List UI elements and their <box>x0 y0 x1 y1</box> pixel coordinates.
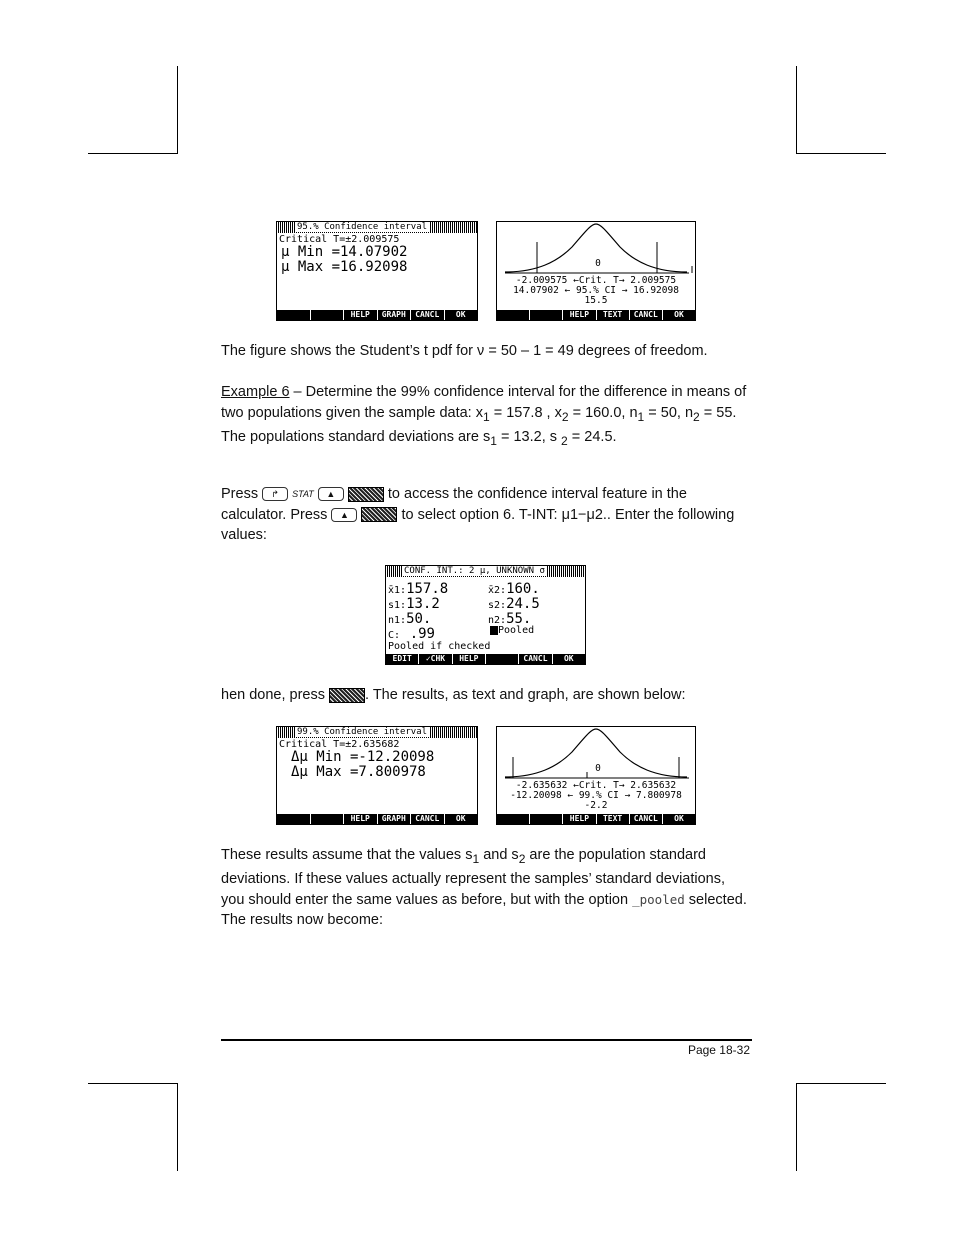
critical-t-line: Critical T=±2.009575 <box>279 234 400 245</box>
body-text: Press ↱ STAT ▲ to access the confidence interval feature in the calculator. Press ▲ to select option 6. T-INT: μ1−μ2.. Enter the following values: <box>221 486 735 544</box>
softkey-graph: GRAPH <box>378 310 412 320</box>
paragraph-figure-desc <box>221 341 751 362</box>
softkey <box>497 814 530 824</box>
softkey-menu <box>497 310 695 320</box>
n2-field: n2:55. <box>488 611 532 627</box>
mean-label: 15.5 <box>584 295 608 306</box>
softkey-ok: OK <box>455 814 466 823</box>
crop-mark <box>88 153 178 154</box>
calc-screen-ci99-graph <box>496 726 696 825</box>
crop-mark <box>796 1083 797 1171</box>
softkey-text: TEXT <box>597 814 630 824</box>
t-distribution-graph <box>497 222 695 282</box>
softkey-menu <box>386 654 585 664</box>
s1-field: s1:13.2 <box>388 596 440 612</box>
softkey <box>311 814 345 824</box>
softkey-check: ✓CHK <box>419 654 452 664</box>
softkey <box>497 310 530 320</box>
ok-softkey-icon <box>348 487 384 502</box>
ok-softkey-icon <box>329 688 365 703</box>
softkey <box>277 310 311 320</box>
delta-mu-min-line: Δμ Min =-12.20098 <box>291 749 435 765</box>
example-label: Example 6 <box>221 384 290 400</box>
up-arrow-key-icon: ▲ <box>318 487 344 501</box>
ci-label: -12.20098 ← 99.% CI → 7.800978 <box>510 790 682 801</box>
softkey-menu <box>497 814 695 824</box>
x2-field: x̄2:160. <box>488 581 540 597</box>
crit-t-label: -2.009575 ←Crit. T→ 2.009575 <box>515 275 677 286</box>
pooled-option-code: _pooled <box>632 891 685 907</box>
softkey-text: TEXT <box>597 310 630 320</box>
crop-mark <box>177 66 178 154</box>
c-field: C: .99 <box>388 626 435 642</box>
crit-t-label: -2.635632 ←Crit. T→ 2.635632 <box>515 780 677 791</box>
softkey <box>530 310 563 320</box>
page-number: Page 18-32 <box>687 1043 750 1057</box>
stat-key-label: STAT <box>292 489 314 499</box>
softkey-help: HELP <box>344 814 378 824</box>
softkey-help: HELP <box>563 814 596 824</box>
ci-label: 14.07902 ← 95.% CI → 16.92098 <box>513 285 679 296</box>
softkey-ok: OK <box>455 310 466 319</box>
softkey-cancel: CANCL <box>630 814 663 824</box>
crop-mark <box>796 153 886 154</box>
s2-field: s2:24.5 <box>488 596 540 612</box>
calc-screen-ci99-text <box>276 726 478 825</box>
paragraph-press-keys <box>221 484 751 546</box>
softkey-help: HELP <box>563 310 596 320</box>
screen-title: 95.% Confidence interval <box>277 222 477 233</box>
softkey-menu <box>277 310 477 320</box>
softkey <box>277 814 311 824</box>
softkey-ok: OK <box>563 654 574 663</box>
screen-title: 99.% Confidence interval <box>277 727 477 738</box>
body-text: hen done, press . The results, as text and graph, are shown below: <box>221 687 686 703</box>
crop-mark <box>796 1083 886 1084</box>
body-text: These results assume that the values $s_1$ and $s_2$ are the population standard deviations. If these values actually represent the samples’ standard deviations, you should enter the same values as before, but with the option _pooled selected. The results now become: <box>221 847 747 929</box>
x1-field: x̄1:157.8 <box>388 581 449 597</box>
softkey-ok: OK <box>674 814 684 823</box>
ok-softkey-icon <box>361 507 397 522</box>
softkey-cancel: CANCL <box>411 310 445 320</box>
softkey-ok: OK <box>674 310 684 319</box>
up-arrow-key-icon: ▲ <box>331 508 357 522</box>
crop-mark <box>177 1083 178 1171</box>
mu-max-line: μ Max =16.92098 <box>281 259 408 275</box>
crop-mark <box>796 66 797 154</box>
calc-screen-input-form <box>385 565 586 665</box>
screen-title: CONF. INT.: 2 μ, UNKNOWN σ <box>386 566 585 577</box>
n1-field: n1:50. <box>388 611 432 627</box>
right-shift-key-icon: ↱ <box>262 487 288 501</box>
softkey-help: HELP <box>453 654 486 664</box>
calc-screen-ci95-graph <box>496 221 696 321</box>
difference-label: -2.2 <box>584 800 608 811</box>
softkey <box>486 654 519 664</box>
softkey-cancel: CANCL <box>411 814 445 824</box>
zero-label: 0 <box>595 258 601 269</box>
softkey-cancel: CANCL <box>630 310 663 320</box>
form-hint: Pooled if checked <box>388 641 491 652</box>
body-text: The figure shows the Student’s t pdf for ν = 50 – 1 = 49 degrees of freedom. <box>221 343 708 359</box>
softkey-cancel: CANCL <box>519 654 552 664</box>
paragraph-example-6 <box>221 382 751 451</box>
body-text: Example 6 – Determine the 99% confidence interval for the difference in means of two populations given the sample data: $x_1 = 157.8$ , $x_2 = 160.0$, $n_1 = 50$, $n_2 = 55$. The populations standard deviations are $s_1 = 13.2$, s $_2$ = 24.5. <box>221 384 747 448</box>
t-distribution-graph <box>497 727 695 787</box>
mu-min-line: μ Min =14.07902 <box>281 244 408 260</box>
paragraph-when-done <box>221 685 751 706</box>
pooled-checkbox: Pooled <box>490 625 534 636</box>
softkey-graph: GRAPH <box>378 814 412 824</box>
delta-mu-max-line: Δμ Max =7.800978 <box>291 764 426 780</box>
softkey-help: HELP <box>344 310 378 320</box>
softkey-edit: EDIT <box>386 654 419 664</box>
softkey-menu <box>277 814 477 824</box>
calc-screen-ci95-text <box>276 221 478 321</box>
softkey <box>311 310 345 320</box>
zero-label: 0 <box>595 763 601 774</box>
footer-rule <box>221 1039 752 1041</box>
critical-t-line: Critical T=±2.635682 <box>279 739 400 750</box>
crop-mark <box>88 1083 178 1084</box>
paragraph-assumptions <box>221 845 751 931</box>
softkey <box>530 814 563 824</box>
